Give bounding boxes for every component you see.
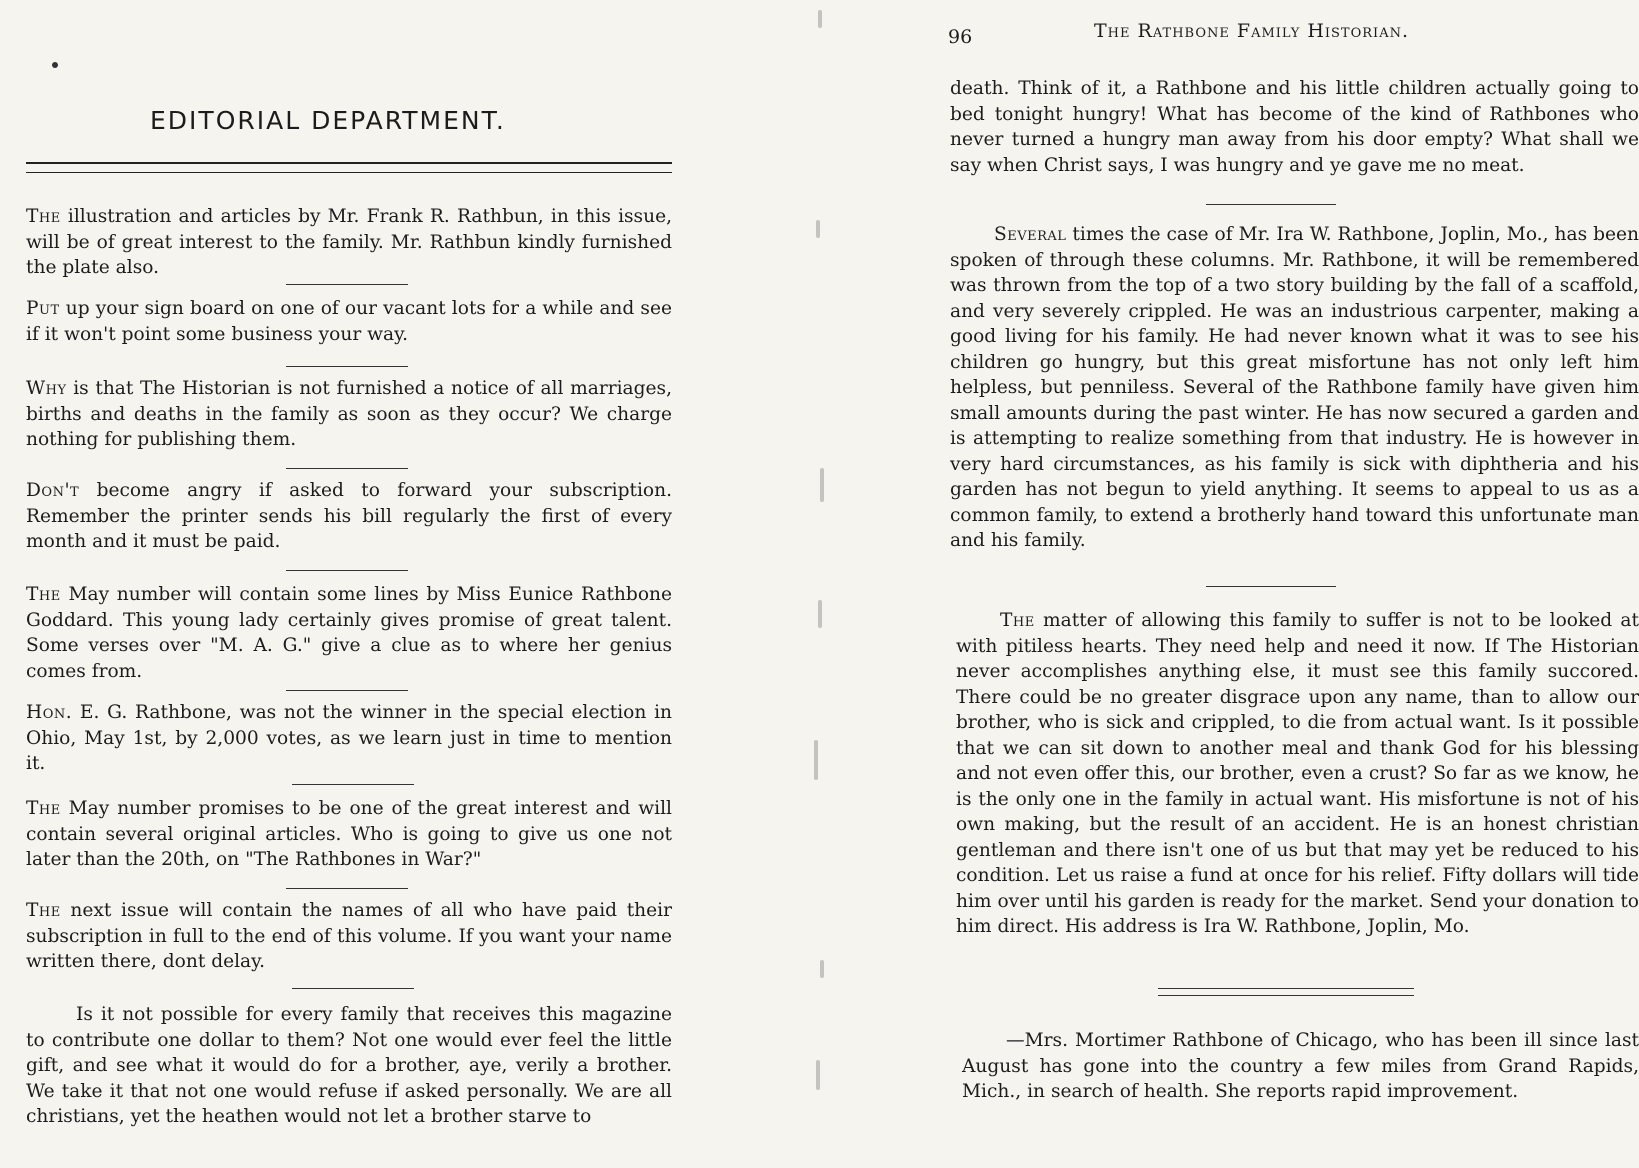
paragraph-next-issue [26, 898, 672, 975]
paragraph-sign-board [26, 296, 672, 347]
paragraph-text: up your sign board on one of our vacant lots for a while and see if it won't point some business your way. [26, 298, 672, 345]
paragraph-text: become angry if asked to forward your subscription. Remember the printer sends his bill regularly the first of every month and it must be paid. [26, 480, 672, 552]
separator-rule [292, 784, 414, 785]
paragraph-rathbones-in-war [26, 796, 672, 873]
paragraph-text: death. Think of it, a Rathbone and his little children actually going to bed tonight hungry! What has become of the kind of Rathbones who never turned a hungry man away from his door empty? What shall we say when Christ says, I was hungry and ye gave me no meat. [950, 78, 1639, 176]
paragraph-mrs-mortimer [962, 1028, 1639, 1105]
paragraph-subscription [26, 478, 672, 555]
separator-rule [286, 366, 408, 367]
paragraph-pitiless-hearts [956, 608, 1639, 940]
paragraph-text: matter of allowing this family to suffer is not to be looked at with pitiless hearts. They need help and need it now. If The Historian never accomplishes anything else, it must see this family succored. There could be no greater disgrace upon any name, than to allow our brother, who is sick and crippled, to die from actual want. Is it possible that we can sit down to another meal and thank God for his blessing and not even offer this, our brother, even a crust? So far as we know, he is the only one in the family in actual want. His misfortune is not of his own making, but the result of an accident. He is an honest christian gentleman and there isn't one of us but that may yet be reduced to his condition. Let us raise a fund at once for his relief. Fifty dollars will tide him over until his garden is ready for the market. Send your donation to him direct. His address is Ira W. Rathbone, Joplin, Mo. [956, 610, 1639, 937]
left-page [0, 0, 700, 1168]
paragraph-may-number [26, 582, 672, 684]
paragraph-lead: Why [26, 378, 67, 399]
paragraph-lead: Several [994, 224, 1067, 245]
paragraph-text: next issue will contain the names of all who have paid their subscription in full to the end of this volume. If you want your name written there, dont delay. [26, 900, 672, 972]
paragraph-lead: The [26, 206, 61, 227]
separator-rule [292, 988, 414, 989]
book-gutter [806, 0, 866, 1168]
paragraph-lead: Don't [26, 480, 80, 501]
paragraph-text: E. G. Rathbone, was not the winner in the special election in Ohio, May 1st, by 2,000 votes, as we learn just in time to mention it. [26, 702, 672, 774]
paragraph-ira-rathbone [950, 222, 1639, 554]
separator-rule [286, 284, 408, 285]
separator-rule [1206, 586, 1336, 587]
separator-rule [286, 570, 408, 571]
page-number: 96 [948, 26, 973, 48]
paragraph-lead: The [1000, 610, 1035, 631]
paragraph-text: —Mrs. Mortimer Rathbone of Chicago, who has been ill since last August has gone into the country a few miles from Grand Rapids, Mich., in search of health. She reports rapid improvement. [962, 1030, 1639, 1102]
paragraph-lead: The [26, 584, 61, 605]
paragraph-lead: The [26, 900, 61, 921]
ink-speck [52, 62, 58, 68]
paragraph-lead: Hon. [26, 702, 73, 723]
paragraph-text: Is it not possible for every family that receives this magazine to contribute one dollar to them? Not one would ever feel the little gift, and see what it would do for a brother, aye, verily a brother. We take it that not one would refuse if asked personally. We are all christians, yet the heathen would not let a brother starve to [26, 1004, 672, 1127]
paragraph-notices [26, 376, 672, 453]
title-double-rule [26, 162, 672, 173]
double-separator-rule [1158, 988, 1414, 996]
paragraph-lead: Put [26, 298, 60, 319]
paragraph-election [26, 700, 672, 777]
paragraph-continuation [950, 76, 1639, 178]
separator-rule [1206, 204, 1336, 205]
page-title: EDITORIAL DEPARTMENT. [150, 106, 506, 135]
running-head: The Rathbone Family Historian. [1094, 20, 1409, 42]
separator-rule [286, 690, 408, 691]
paragraph-one-dollar [26, 1002, 672, 1130]
paragraph-text: illustration and articles by Mr. Frank R. Rathbun, in this issue, will be of great interest to the family. Mr. Rathbun kindly furnished the plate also. [26, 206, 672, 278]
separator-rule [286, 888, 408, 889]
paragraph-lead: The [26, 798, 61, 819]
paragraph-illustration [26, 204, 672, 281]
paragraph-text: May number will contain some lines by Miss Eunice Rathbone Goddard. This young lady certainly gives promise of great talent. Some verses over "M. A. G." give a clue as to where her genius comes from. [26, 584, 672, 682]
paragraph-text: times the case of Mr. Ira W. Rathbone, Joplin, Mo., has been spoken of through these columns. Mr. Rathbone, it will be remembered was thrown from the top of a two story building by the fall of a scaffold, and very severely crippled. He was an industrious carpenter, making a good living for his family. He had never known what it was to see his children go hungry, but this great misfortune has not only left him helpless, but penniless. Several of the Rathbone family have given him small amounts during the past winter. He has now secured a garden and is attempting to realize something from that industry. He is however in very hard circumstances, as his family is sick with diphtheria and his garden has not begun to yield anything. It seems to appeal to us as a common family, to extend a brotherly hand toward this unfortunate man and his family. [950, 224, 1639, 551]
paragraph-text: May number promises to be one of the great interest and will contain several original articles. Who is going to give us one not later than the 20th, on "The Rathbones in War?" [26, 798, 672, 870]
paragraph-text: is that The Historian is not furnished a notice of all marriages, births and deaths in the family as soon as they occur? We charge nothing for publishing them. [26, 378, 672, 450]
separator-rule [286, 468, 408, 469]
